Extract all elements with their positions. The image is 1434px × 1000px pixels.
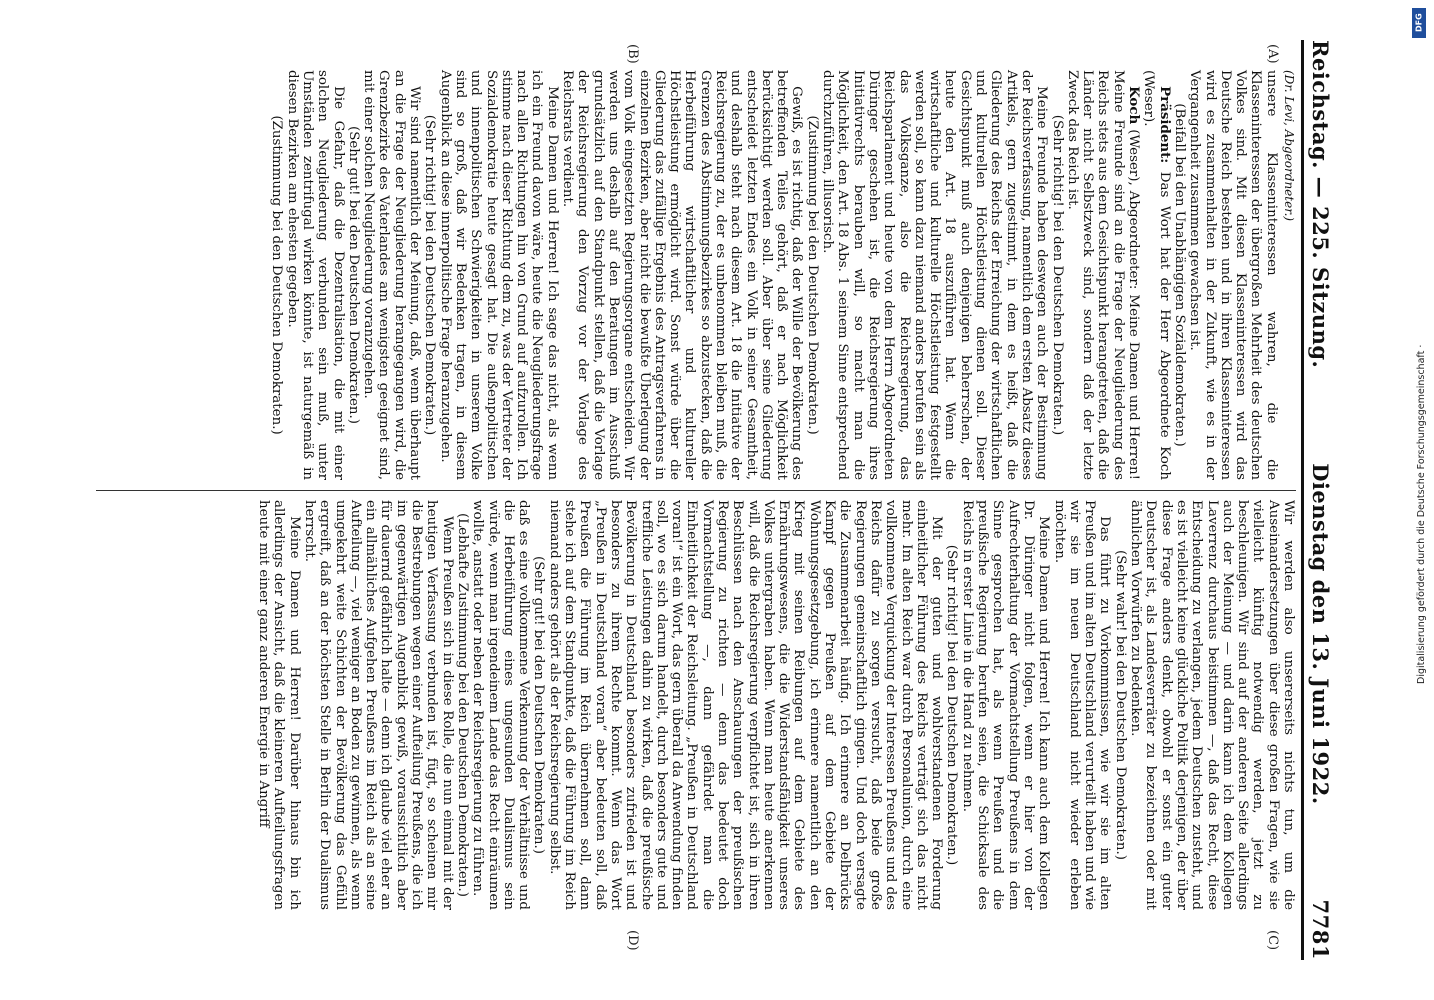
speaker-tag: (Dr. Levi, Abgeordneter.)	[1282, 70, 1296, 222]
paragraph: Meine Damen und Herren! Ich kann auch dem Kollegen Dr. Düringer nicht folgen, wenn er hier von der Aufrechterhaltung der Vormachtstellung Preußens in dem Sinne gesprochen hat, als wenn Preußen und die preußische Regierung berufen seien, die Schicksale des Reichs in erster Linie in die Hand zu nehmen.	[959, 500, 1052, 910]
margin-marker-b: (B)	[625, 44, 640, 64]
paragraph: Koch (Weser), Abgeordneter: Meine Damen und Herren! Meine Freunde sind an die Frage der Neugliederung des Reichs stets aus dem Gesichtspunkt herangetreten, daß die Länder nicht Selbstzweck sind, sondern daß der letzte Zweck das Reich ist.	[1064, 70, 1143, 480]
paragraph: Wir werden also unsererseits nichts tun, um die Auseinandersetzungen über diese großen Fragen, wie sie vielleicht künftig notwendig werden, jetzt zu beschleunigen. Wir sind auf der anderen Seite allerdings auch der Meinung — und darin kann ich dem Kollegen Laverrenz durchaus beistimmen —, daß das Recht, diese Entscheidung zu verlangen, jedem Deutschen zusteht, und es ist vielleicht keine glückliche Politik derjenigen, der über diese Frage anders denkt, obwohl er sonst ein guter Deutscher ist, als Landesverräter zu bezeichnen oder mit ähnlichen Vorwürfen zu bedenken.	[1128, 500, 1296, 910]
paragraph: Das führt zu Vorkommnissen, wie wir sie im alten Preußen und im alten Deutschland verurteilt haben und wie wir sie im neuen Deutschland nicht wieder erleben möchten.	[1051, 500, 1113, 910]
paragraph: Präsident: Das Wort hat der Herr Abgeordnete Koch (Weser).	[1141, 70, 1173, 480]
paragraph: Wenn Preußen sich in diese Rolle, die nun einmal mit der heutigen Verfassung verbunden ist, fügt, so scheinen mir die Bestrebungen wegen einer Aufteilung Preußens, die ich im gegenwärtigen Augenblick gewiß, voraussichtlich aber für dauernd gefährlich halte — denn ich glaube viel eher an ein allmähliches Aufgehen Preußens im Reich als an seine Aufteilung —, viel weniger an Boden zu gewinnen, als wenn umgekehrt weite Schichten der Bevölkerung das Gefühl ergreift, daß an der höchsten Stelle in Berlin der Dualismus herrscht.	[302, 500, 455, 910]
speaker-label: Präsident:	[1156, 86, 1173, 164]
paragraph: Meine Damen und Herren! Ich sage das nicht, als wenn ich ein Freund davon wäre, heute die Neugliederungsfrage nach allen Richtungen hin von Grund auf aufzurollen. Ich stimme nach dieser Richtung dem zu, was der Vertreter der Sozialdemokratie heute gesagt hat. Die außenpolitischen und innenpolitischen Schwierigkeiten in unserem Volke sind so groß, daß wir Bedenken tragen, in diesem Augenblick an diese innerpolitische Frage heranzugehen.	[437, 70, 560, 480]
left-column	[269, 70, 1296, 480]
interjection: (Zustimmung bei den Deutschen Demokraten.)	[269, 115, 285, 435]
interjection: (Sehr gut! bei den Deutschen Demokraten.)	[531, 555, 547, 855]
interjection: (Sehr richtig! bei den Deutschen Demokraten.)	[1049, 114, 1065, 436]
interjection: (Zustimmung bei den Deutschen Demokraten.)	[804, 115, 820, 435]
interjection: (Beifall bei den Unabhängigen Sozialdemokraten.)	[1171, 103, 1187, 447]
paragraph: Gewiß, es ist richtig, daß der Wille der Bevölkerung des betreffenden Teiles gehört, daß er nach Möglichkeit berücksichtigt werden soll. Aber über seine Gliederung entscheidet letzten Endes ein Volk in seiner Gesamtheit, und deshalb steht nach diesem Art. 18 die Initiative der Reichsregierung zu, der es unbenommen bleiben muß, die Grenzen des Abstimmungsbezirkes so abzustecken, daß die Herbeiführung wirtschaftlicher und kultureller Höchstleistung ermöglicht wird. Sonst würde über die Gliederung das zufällige Ergebnis des Antragsverfahrens in einzelnen Bezirken, aber nicht die bewußte Überlegung der vom Volk eingesetzten Regierungsorgane entscheiden. Wir werden uns deshalb auf den Beratungen im Ausschuß grundsätzlich auf den Standpunkt stellen, daß die Vorlage der Reichsregierung den Vorzug vor der Vorlage des Reichsrats verdient.	[560, 70, 805, 480]
interjection: (Sehr wahr! bei den Deutschen Demokraten.)	[1112, 550, 1128, 860]
paragraph: Meine Freunde haben deswegen auch der Bestimmung der Reichsverfassung, namentlich dem ersten Absatz dieses Artikels, gern zugestimmt, in dem es heißt, daß die Gliederung des Reichs der Erreichung der wirtschaftlichen und kulturellen Höchstleistung dienen soll. Dieser Gesichtspunkt muß auch denjenigen beherrschen, der heute den Art. 18 auszuführen hat. Wenn die wirtschaftliche und kulturelle Höchstleistung festgestellt werden soll, so kann dazu niemand anders berufen sein als das Volksganze, also die Reichsregierung, das Reichsparlament und heute von dem Herrn Abgeordneten Düringer geschehen ist, die Reichsregierung ihres Initiativrechts berauben will, so macht man die Möglichkeit, den Art. 18 Abs. 1 seinem Sinne entsprechend durchzuführen, illusorisch.	[820, 70, 1050, 480]
interjection: (Sehr gut! bei den Deutschen Demokraten.)	[345, 125, 361, 425]
paragraph: Mit der guten und wohlverstandenen Forderung einheitlicher Führung des Reichs verträgt sich das nicht mehr. Im alten Reich war durch Personalunion, durch eine vollkommene Verquickung der Interessen Preußens und des Reichs dafür zu sorgen versucht, daß beide große Regierungen gemeinschaftlich gingen. Und doch versagte die Zusammenarbeit häufig. Ich erinnere an Delbrücks Kampf gegen Preußen auf dem Gebiete der Wohnungsgesetzgebung, ich erinnere namentlich an den Krieg mit seinen Reibungen auf dem Gebiete des Ernährungswesens, die die Widerstandsfähigkeit unseres Volkes untergraben haben. Wenn man heute anerkennen will, daß die Reichsregierung verpflichtet ist, sich in ihren Beschlüssen nach den Anschauungen der preußischen Regierung zu richten — denn das bedeutet doch Vormachtstellung —, dann gefährdet man die Einheitlichkeit der Reichsleitung. „Preußen in Deutschland voran!“ ist ein Wort, das gern überall da Anwendung finden soll, wo es sich darum handelt, durch besonders gute und treffliche Leistungen dahin zu wirken, daß die preußische Bevölkerung in Deutschland besonders zufrieden ist und besonders zu ihrem Rechte kommt. Wenn das Wort „Preußen in Deutschland voran“ aber bedeuten soll, daß Preußen die Führung im Reich übernehmen soll, dann stehe ich auf dem Standpunkte, daß die Führung im Reich niemand anders gehört als der Reichsregierung selbst.	[546, 500, 945, 910]
dfg-logo: DFG	[1412, 8, 1426, 38]
interjection: (Sehr richtig! bei den Deutschen Demokraten.)	[422, 114, 438, 436]
right-column	[256, 500, 1296, 910]
margin-marker-a: (A)	[1265, 44, 1280, 64]
interjection: (Lebhafte Zustimmung bei den Deutschen Demokraten.)	[454, 513, 470, 897]
header-date: Dienstag den 13. Juni 1922.	[1308, 463, 1333, 805]
speaker-label: Koch	[1126, 86, 1143, 125]
paragraph: daß es eine vollkommene Verkennung der Verhältnisse und die Herbeiführung eines ungesunden Dualismus sein würde, wenn man irgendeinem Lande das Recht einräumen wollte, anstatt oder neben der Reichsregierung zu führen.	[470, 500, 532, 910]
margin-marker-d: (D)	[625, 930, 640, 951]
paragraph: Meine Damen und Herren! Darüber hinaus bin ich allerdings der Ansicht, daß die kleineren Aufteilungsfragen heute mit einer ganz anderen Energie in Angriff	[256, 500, 302, 910]
paragraph: unsere Klasseninteressen wahren, die die Klasseninteressen der übergroßen Mehrheit des deutschen Volkes sind. Mit diesen Klasseninteressen wird das Deutsche Reich bestehen und in ihren Klasseninteressen wird es zusammenhalten in der Zukunft, wie es in der Vergangenheit zusammen gewachsen ist.	[1187, 70, 1279, 480]
interjection: (Sehr richtig! bei den Deutschen Demokraten.)	[944, 544, 960, 866]
paragraph: Wir sind namentlich der Meinung, daß, wenn überhaupt an die Frage der Neugliederung herangegangen wird, die Grenzbezirke des Vaterlandes am wenigsten geeignet sind, mit einer solchen Neugliederung voranzugehen.	[361, 70, 423, 480]
page-header	[1301, 40, 1344, 960]
margin-marker-c: (C)	[1265, 930, 1280, 951]
header-session: Reichstag. — 225. Sitzung.	[1308, 40, 1333, 369]
paragraph: Die Gefahr, daß die Dezentralisation, die mit einer solchen Neugliederung verbunden sein muß, unter Umständen zentrifugal wirken könnte, ist naturgemäß in diesen Bezirken am ehesten gegeben.	[284, 70, 346, 480]
digitization-credit-text: Digitalisierung gefördert durch die Deutsche Forschungsgemeinschaft ·	[1416, 344, 1427, 684]
column-divider	[96, 490, 1296, 491]
header-page-number: 7781	[1308, 899, 1333, 960]
